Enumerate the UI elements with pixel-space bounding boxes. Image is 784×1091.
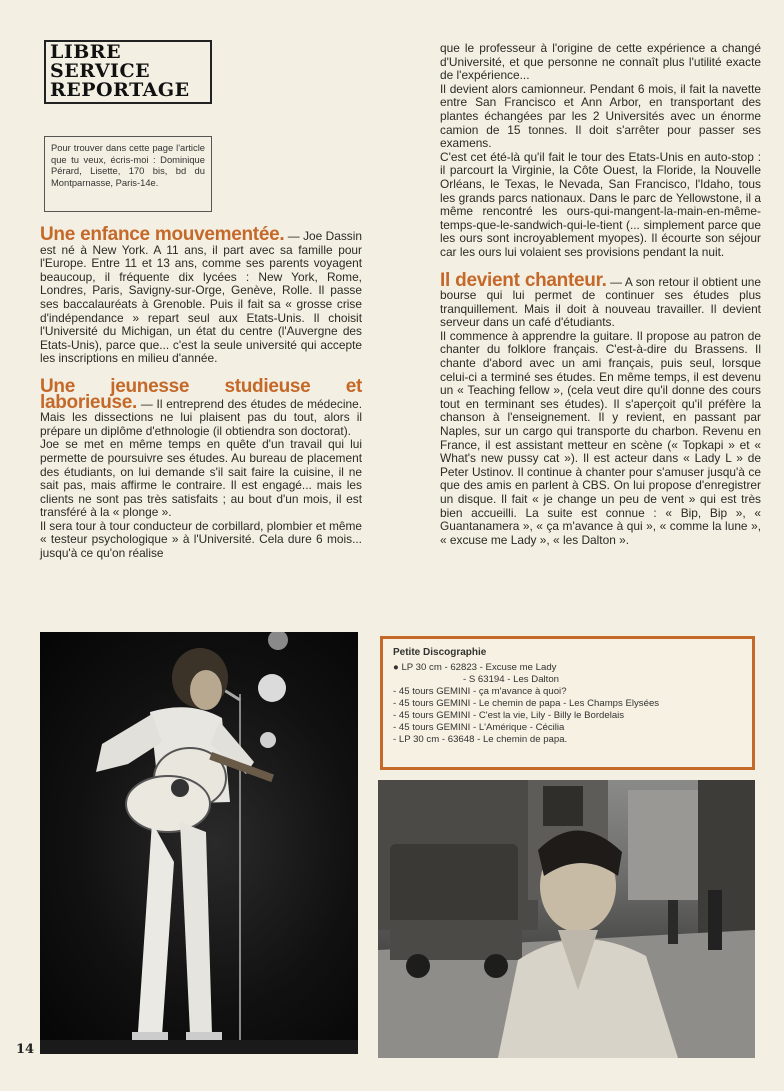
paragraph: Il commence à apprendre la guitare. Il propose au patron de chanter du folklore français. C'est-à-dire du Brassens. Il chante d'abord avec un ami français, puis seul, lorsque celui-ci a terminé ses études. En même temps, il est devenu un « Teaching fellow », (cela veut dire qu'il donne des cours tout en terminant ses études). Il s'aperçoit qu'il préfère la chanson à l'enseignement. Il y revient, en passant par Naples, sur un cargo qui transporte du charbon. Revenu en France, il est assistant metteur en scène (« Topkapi » et « What's new pussy cat »). Il est acteur dans « Lady L » de Peter Ustinov. Il continue à chanter pour s'amuser jusqu'à ce que des amis en parlent à CBS. On lui propose d'enregistrer un disque. Il fait « je change un peu de vent » qui est très bien accueilli. La suite est connue : « Bip, Bip », « Guantanamera », « ça m'avance à qui », « comme la lune », « excuse me Lady », « les Dalton ». (440, 328, 761, 547)
discography-box (380, 636, 755, 770)
paragraph (40, 224, 362, 366)
paragraph: Joe se met en même temps en quête d'un travail qui lui permette de poursuivre ses études. Au bureau de placement des étudiants, on lui demande s'il sait faire la cuisine, il ne sait pas, mais affirme le contraire. Il est engagé... mais les clients ne sont pas très satisfaits ; au bout d'un mois, il est transféré à la « plonge ». (40, 437, 362, 520)
intro-box: Pour trouver dans cette page l'article que tu veux, écris-moi : Dominique Pérard, Lisette, 170 bis, bd du Montparnasse, Paris-14e. (44, 136, 212, 212)
section-heading: Une enfance mouvementée. (40, 224, 285, 245)
paragraph (40, 375, 362, 438)
paragraph: que le professeur à l'origine de cette expérience a changé d'Université, et que personne ne connaît plus l'utilité exacte de l'expérience... (440, 41, 761, 83)
article-column-right (440, 42, 761, 547)
paragraph: C'est cet été-là qu'il fait le tour des Etats-Unis en auto-stop : il parcourt la Virginie, la Côte Ouest, la Floride, la Nouvelle Orléans, le Texas, le Nevada, San Francisco, l'Idaho, tous les grands parcs nationaux. Dans le parc de Yellowstone, il a même rencontré les ours-qui-mangent-la-main-en-même-temps-que-le-sandwich-qui-le-tient (... simplement parce que les ours sont incroyablement myopes). Il écourte son séjour car les ours lui volaient ses provisions pendant la nuit. (440, 149, 761, 259)
photo-singer-on-stage (40, 632, 358, 1054)
article-column-left (40, 224, 362, 561)
paragraph: Il sera tour à tour conducteur de corbillard, plombier et même « testeur psychologique » à l'Université. Cela dure 6 mois... jusqu'à ce qu'on réalise (40, 518, 362, 561)
photo-street-portrait (378, 780, 755, 1058)
section-heading: Une jeunesse studieuse et laborieuse. (40, 375, 362, 413)
paragraph-text: — A son retour il obtient une bourse qui lui permet de continuer ses études plus tranquillement. Mais il doit à nouveau travailler. Il devient serveur dans un café d'étudiants. (440, 274, 761, 330)
paragraph: Il devient alors camionneur. Pendant 6 mois, il fait la navette entre San Francisco et Ann Arbor, en transportant des plantes échangées par les 2 Universités avec un énorme camion de 15 tonnes. Il doit s'arrêter pour passer ses examens. (440, 81, 761, 151)
street-illustration (378, 780, 755, 1058)
singer-illustration (40, 632, 358, 1054)
discography-item: - 45 tours GEMINI - L'Amérique - Cécilia (393, 722, 565, 733)
logo-line-2: SERVICE (50, 60, 151, 82)
discography-title: Petite Discographie (393, 647, 487, 658)
discography-item: - S 63194 - Les Dalton (463, 674, 559, 685)
discography-item: ● LP 30 cm - 62823 - Excuse me Lady (393, 662, 557, 673)
logo-line-1: LIBRE (50, 41, 122, 63)
discography-item: - LP 30 cm - 63648 - Le chemin de papa. (393, 734, 568, 745)
section-logo (44, 40, 212, 104)
paragraph (440, 269, 761, 330)
paragraph-text: — Il entreprend des études de médecine. Mais les dissections ne lui plaisent pas du tout, alors il prépare un diplôme d'ethnologie (il obtiendra son doctorat). (40, 396, 362, 438)
section-heading: Il devient chanteur. (440, 269, 607, 291)
logo-line-3: REPORTAGE (50, 79, 190, 101)
discography-item: - 45 tours GEMINI - Le chemin de papa - Les Champs Elysées (393, 698, 660, 709)
discography-item: - 45 tours GEMINI - ça m'avance à quoi? (393, 686, 567, 697)
page-number: 14 (16, 1042, 35, 1057)
discography-item: - 45 tours GEMINI - C'est la vie, Lily - Billy le Bordelais (393, 710, 625, 721)
paragraph-text: — Joe Dassin est né à New York. A 11 ans, il part avec sa famille pour l'Europe. Entre 11 et 13 ans, comme ses parents voyagent beaucoup, il fréquente dix lycées : New York, Rome, Londres, Paris, Savigny-sur-Orge, Genève, Rolle. Il passe ses baccalauréats à Grenoble. Puis il fait sa « grosse crise d'indépendance » repart seul aux Etats-Unis. Il choisit l'Université du Michigan, un état du centre (l'Auvergne des Etats-Unis), parce que... c'est la seule université qui accepte les inscriptions en milieu d'année. (40, 229, 362, 366)
